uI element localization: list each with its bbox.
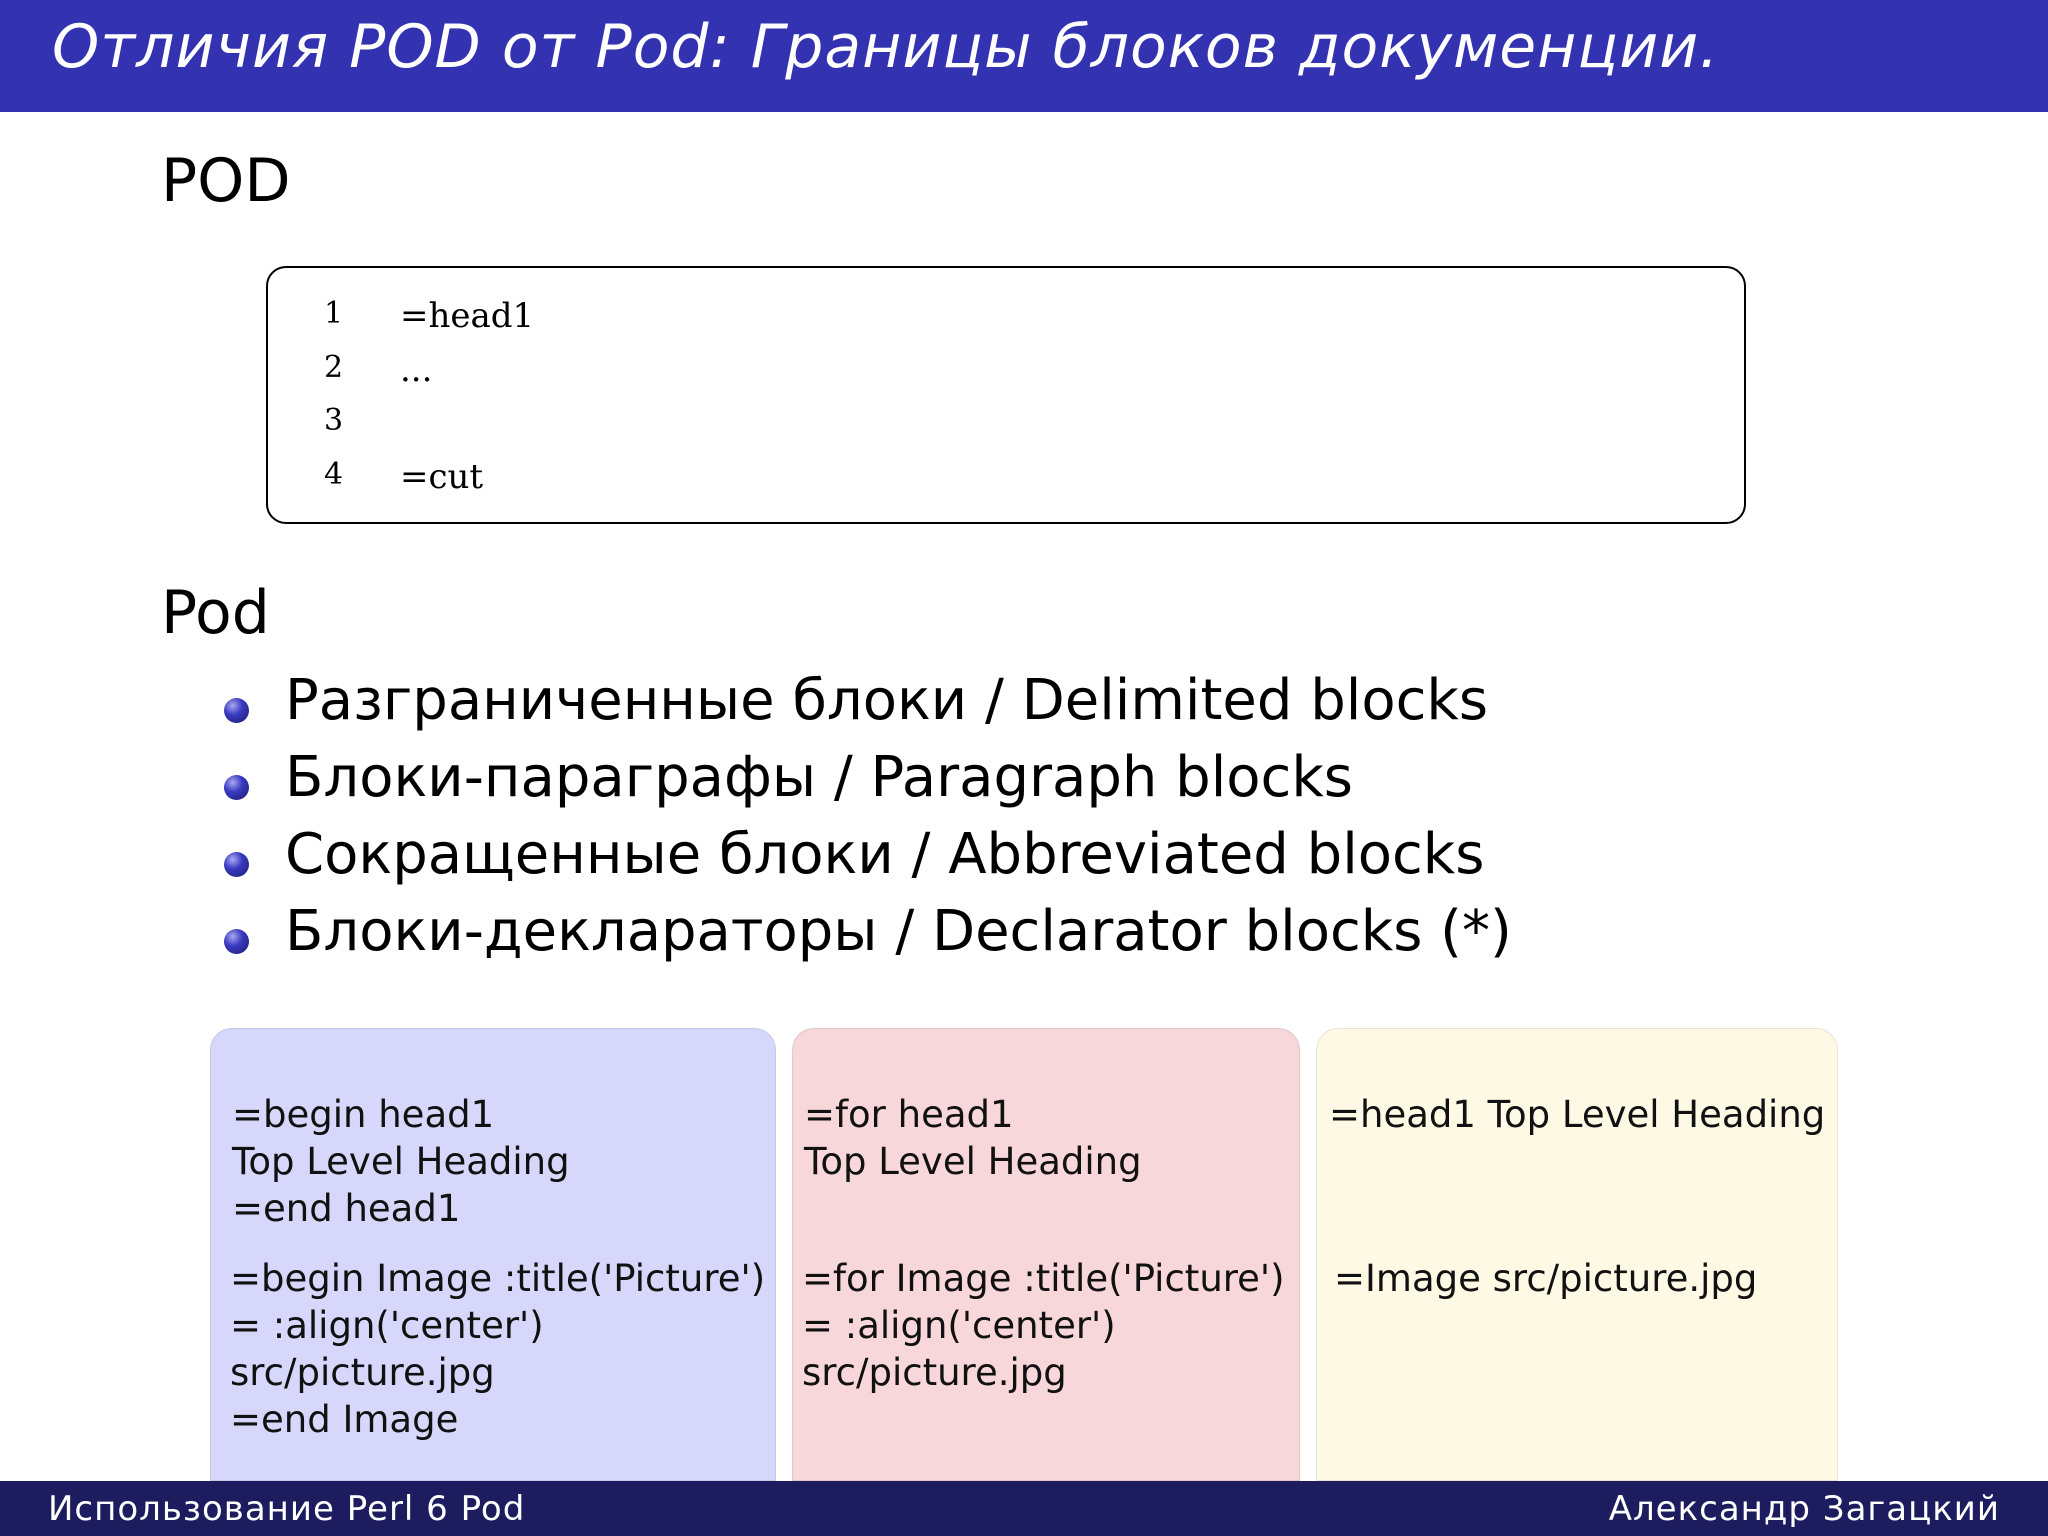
bullet-icon (224, 775, 249, 800)
code-line (268, 296, 1744, 348)
delimited-image-example: =begin Image :title('Picture') = :align('center') src/picture.jpg =end Image (230, 1257, 766, 1441)
bullet-text: Блоки-деклараторы / Declarator blocks (*) (285, 899, 1512, 964)
code-text: =cut (400, 457, 484, 497)
delimited-example-panel (210, 1028, 776, 1481)
code-block (266, 266, 1746, 524)
paragraph-image-example: =for Image :title('Picture') = :align('center') src/picture.jpg (802, 1257, 1285, 1394)
bullet-icon (224, 929, 249, 954)
code-line (268, 457, 1744, 509)
code-text: =head1 (400, 296, 535, 336)
bullet-text: Разграниченные блоки / Delimited blocks (285, 668, 1488, 733)
line-number: 3 (324, 403, 344, 438)
footer-presentation-title: Использование Perl 6 Pod (48, 1489, 526, 1529)
slide-footer (0, 1481, 2048, 1536)
slide-header (0, 0, 2048, 112)
line-number: 1 (324, 296, 344, 331)
footer-author: Александр Загацкий (1608, 1489, 2000, 1529)
bullet-text: Блоки-параграфы / Paragraph blocks (285, 745, 1353, 810)
line-number: 2 (324, 350, 344, 385)
section-title-pod-upper: POD (161, 146, 291, 216)
line-number: 4 (324, 457, 344, 492)
code-line (268, 403, 1744, 455)
bullet-text: Сокращенные блоки / Abbreviated blocks (285, 822, 1485, 887)
code-text: ... (400, 350, 433, 390)
abbreviated-example-panel (1316, 1028, 1838, 1481)
slide-title: Отличия POD от Pod: Границы блоков докуменции. (52, 12, 1720, 82)
abbreviated-image-example: =Image src/picture.jpg (1334, 1257, 1758, 1300)
abbreviated-heading-example: =head1 Top Level Heading (1329, 1093, 1826, 1136)
delimited-heading-example: =begin head1 Top Level Heading =end head1 (232, 1093, 570, 1230)
section-title-pod-lower: Pod (161, 578, 270, 648)
bullet-icon (224, 698, 249, 723)
bullet-icon (224, 852, 249, 877)
paragraph-example-panel (792, 1028, 1300, 1481)
code-line (268, 350, 1744, 402)
paragraph-heading-example: =for head1 Top Level Heading (804, 1093, 1142, 1183)
